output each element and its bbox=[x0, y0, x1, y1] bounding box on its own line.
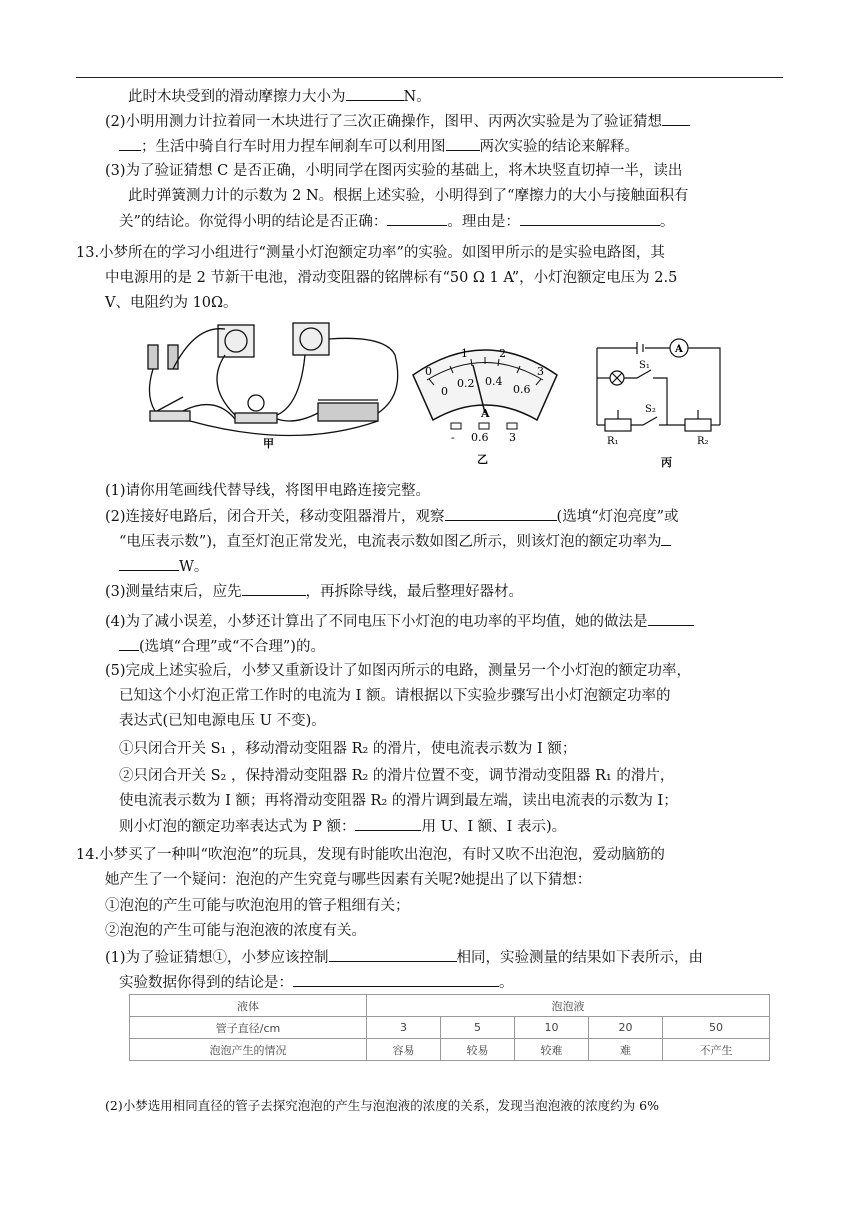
scale-bottom-0: 0 bbox=[441, 385, 448, 398]
q14-part1-b: 实验数据你得到的结论是： 。 bbox=[119, 972, 514, 993]
table-cell: 较易 bbox=[441, 1039, 515, 1061]
table-row bbox=[130, 995, 770, 1017]
q13-part2-c: W。 bbox=[119, 556, 208, 577]
scale-top-1: 1 bbox=[461, 347, 468, 360]
q14-stem-2: 她产生了一个疑问：泡泡的产生究竟与哪些因素有关呢?她提出了以下猜想： bbox=[105, 872, 592, 888]
q12-line2: (2)小明用测力计拉着同一木块进行了三次正确操作，图甲、丙两次实验是为了验证猜想 bbox=[105, 111, 690, 132]
scale-bottom-3: 0.6 bbox=[513, 383, 531, 396]
q14-stem-1: 14.小梦买了一种叫“吹泡泡”的玩具，发现有时能吹出泡泡，有时又吹不出泡泡，爱动脑筋的 bbox=[76, 847, 665, 863]
q12-line6: 关”的结论。你觉得小明的结论是否正确： 。理由是： 。 bbox=[119, 211, 674, 232]
table-cell: 泡泡液 bbox=[367, 995, 770, 1017]
q13-step1: ①只闭合开关 S₁ ，移动滑动变阻器 R₂ 的滑片，使电流表示数为 I 额； bbox=[119, 741, 577, 757]
r1-label: R₁ bbox=[607, 436, 619, 447]
figure-yi-ammeter bbox=[405, 335, 565, 465]
table-row bbox=[130, 1039, 770, 1061]
scale-bottom-1: 0.2 bbox=[457, 377, 475, 390]
r2-label: R₂ bbox=[697, 436, 709, 447]
figure-bing-schematic bbox=[585, 330, 745, 470]
table-cell: 20 bbox=[589, 1017, 663, 1039]
table-cell: 管子直径/cm bbox=[130, 1017, 367, 1039]
terminal-06: 0.6 bbox=[471, 431, 489, 444]
q13-part4-a: (4)为了减小误差，小梦还计算出了不同电压下小灯泡的电功率的平均值，她的做法是 bbox=[105, 611, 694, 632]
table-cell: 难 bbox=[589, 1039, 663, 1061]
table-cell: 10 bbox=[515, 1017, 589, 1039]
q13-step4: 则小灯泡的额定功率表达式为 P 额： 用 U、I 额、I 表示)。 bbox=[119, 816, 566, 837]
q14-part1-a: (1)为了验证猜想①，小梦应该控制 相同，实验测量的结果如下表所示，由 bbox=[105, 947, 703, 968]
table-cell: 较难 bbox=[515, 1039, 589, 1061]
table-cell: 50 bbox=[663, 1017, 770, 1039]
scale-top-0: 0 bbox=[425, 365, 432, 378]
terminal-3: 3 bbox=[509, 431, 516, 444]
q13-stem-1: 13.小梦所在的学习小组进行“测量小灯泡额定功率”的实验。如图甲所示的是实验电路图，其 bbox=[76, 245, 665, 261]
scale-top-2: 2 bbox=[499, 347, 506, 360]
table-row bbox=[130, 1017, 770, 1039]
q14-part2: (2)小梦选用相同直径的管子去探究泡泡的产生与泡泡液的浓度的关系，发现当泡泡液的浓度约为 6% bbox=[105, 1098, 660, 1113]
ammeter-a-label: A bbox=[675, 344, 683, 355]
q13-stem-2: 中电源用的是 2 节新干电池，滑动变阻器的铭牌标有“50 Ω 1 A”，小灯泡额定电压为 2.5 bbox=[105, 270, 678, 286]
q12-line3: ；生活中骑自行车时用力捏车闸刹车可以利用图 两次实验的结论来解释。 bbox=[119, 136, 639, 157]
q13-part5-c: 表达式(已知电源电压 U 不变)。 bbox=[119, 713, 326, 729]
table-cell: 不产生 bbox=[663, 1039, 770, 1061]
figure-jia-circuit bbox=[135, 315, 410, 450]
q12-line5: 此时弹簧测力计的示数为 2 N。根据上述实验，小明得到了“摩擦力的大小与接触面积有 bbox=[128, 188, 689, 204]
q13-part5-a: (5)完成上述实验后，小梦又重新设计了如图丙所示的电路，测量另一个小灯泡的额定功率， bbox=[105, 663, 692, 679]
header-rule bbox=[76, 77, 783, 78]
q14-guess-2: ②泡泡的产生可能与泡泡液的浓度有关。 bbox=[105, 923, 366, 939]
table-cell: 容易 bbox=[367, 1039, 441, 1061]
q12-line1: 此时木块受到的滑动摩擦力大小为 N。 bbox=[128, 86, 431, 107]
table-cell: 5 bbox=[441, 1017, 515, 1039]
caption-jia: 甲 bbox=[263, 437, 274, 450]
bubble-data-table bbox=[129, 994, 770, 1061]
terminal-neg: - bbox=[451, 431, 455, 444]
ammeter-label: A bbox=[481, 407, 490, 420]
caption-bing: 丙 bbox=[661, 456, 672, 469]
caption-yi: 乙 bbox=[477, 453, 488, 465]
q13-step2: ②只闭合开关 S₂ ，保持滑动变阻器 R₂ 的滑片位置不变，调节滑动变阻器 R₁ 的滑片， bbox=[119, 768, 675, 784]
q14-guess-1: ①泡泡的产生可能与吹泡泡用的管子粗细有关； bbox=[105, 898, 410, 914]
q13-step3: 使电流表示数为 I 额；再将滑动变阻器 R₂ 的滑片调到最左端，读出电流表的示数为 I； bbox=[119, 793, 678, 809]
q13-stem-3: V、电阻约为 10Ω。 bbox=[105, 295, 238, 311]
table-cell: 泡泡产生的情况 bbox=[130, 1039, 367, 1061]
q13-part1: (1)请你用笔画线代替导线，将图甲电路连接完整。 bbox=[105, 483, 431, 499]
q13-part5-b: 已知这个小灯泡正常工作时的电流为 I 额。请根据以下实验步骤写出小灯泡额定功率的 bbox=[119, 688, 671, 704]
scale-top-3: 3 bbox=[537, 365, 544, 378]
scale-bottom-2: 0.4 bbox=[485, 375, 503, 388]
table-cell: 3 bbox=[367, 1017, 441, 1039]
switch-s2-label: S₂ bbox=[645, 404, 656, 415]
q13-part2-a: (2)连接好电路后，闭合开关，移动变阻器滑片，观察 (选填“灯泡亮度”或 bbox=[105, 506, 679, 527]
q13-part4-b: (选填“合理”或“不合理”)的。 bbox=[119, 636, 325, 657]
table-cell: 液体 bbox=[130, 995, 367, 1017]
switch-s1-label: S₁ bbox=[639, 360, 650, 371]
q13-part2-b: “电压表示数”)，直至灯泡正常发光，电流表示数如图乙所示，则该灯泡的额定功率为 bbox=[119, 531, 671, 552]
q13-part3: (3)测量结束后，应先 ，再拆除导线，最后整理好器材。 bbox=[105, 581, 523, 602]
q12-line4: (3)为了验证猜想 C 是否正确，小明同学在图丙实验的基础上，将木块竖直切掉一半，读出 bbox=[105, 163, 683, 179]
